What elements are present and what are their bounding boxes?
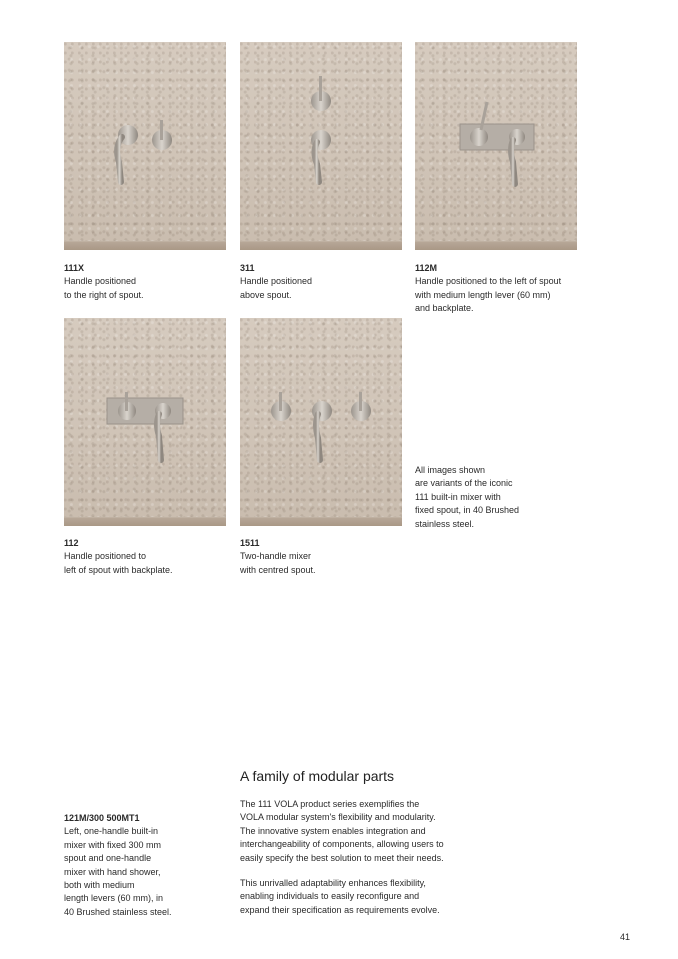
section-heading: A family of modular parts bbox=[240, 768, 395, 784]
product-code: 111X bbox=[64, 263, 85, 273]
shelf-ledge bbox=[64, 517, 226, 526]
product-description: Left, one-handle built-in mixer with fixed 300 mm spout and one-handle mixer with hand shower, both with medium length levers (60 mm), in 40 Brushed stainless steel. bbox=[64, 826, 172, 917]
product-description: Handle positioned to the left of spout with medium length lever (60 mm) and backplate. bbox=[415, 276, 562, 314]
caption-112 bbox=[64, 537, 224, 577]
shelf-ledge bbox=[240, 517, 402, 526]
product-code: 112 bbox=[64, 538, 79, 548]
product-photo-112m bbox=[415, 42, 577, 250]
product-code: 1511 bbox=[240, 538, 260, 548]
product-description: Handle positioned above spout. bbox=[240, 276, 313, 300]
section-paragraph-1: The 111 VOLA product series exemplifies the VOLA modular system's flexibility and modularity. The innovative system enables integration and interchangeability of components, allowing users to easily specify the best solution to meet their needs. bbox=[240, 799, 444, 863]
product-code: 311 bbox=[240, 263, 255, 273]
caption-112m bbox=[415, 262, 615, 316]
product-photo-111x bbox=[64, 42, 226, 250]
product-code: 112M bbox=[415, 263, 438, 273]
product-photo-311 bbox=[240, 42, 402, 250]
product-description: Two-handle mixer with centred spout. bbox=[240, 551, 316, 575]
product-photo-112 bbox=[64, 318, 226, 526]
product-description: Handle positioned to left of spout with backplate. bbox=[64, 551, 173, 575]
product-code: 121M/300 500MT1 bbox=[64, 813, 140, 823]
product-description: Handle positioned to the right of spout. bbox=[64, 276, 144, 300]
variants-note: All images shown are variants of the iconic 111 built-in mixer with fixed spout, in 40 Brushed stainless steel. bbox=[415, 465, 520, 529]
section-paragraph-2: This unrivalled adaptability enhances flexibility, enabling individuals to easily reconfigure and expand their specification as requirements evolve. bbox=[240, 878, 440, 915]
shelf-ledge bbox=[415, 241, 577, 250]
caption-121m bbox=[64, 812, 224, 919]
page-number: 41 bbox=[620, 932, 631, 942]
caption-1511 bbox=[240, 537, 400, 577]
shelf-ledge bbox=[64, 241, 226, 250]
shelf-ledge bbox=[240, 241, 402, 250]
caption-111x bbox=[64, 262, 224, 302]
caption-311 bbox=[240, 262, 400, 302]
product-photo-1511 bbox=[240, 318, 402, 526]
